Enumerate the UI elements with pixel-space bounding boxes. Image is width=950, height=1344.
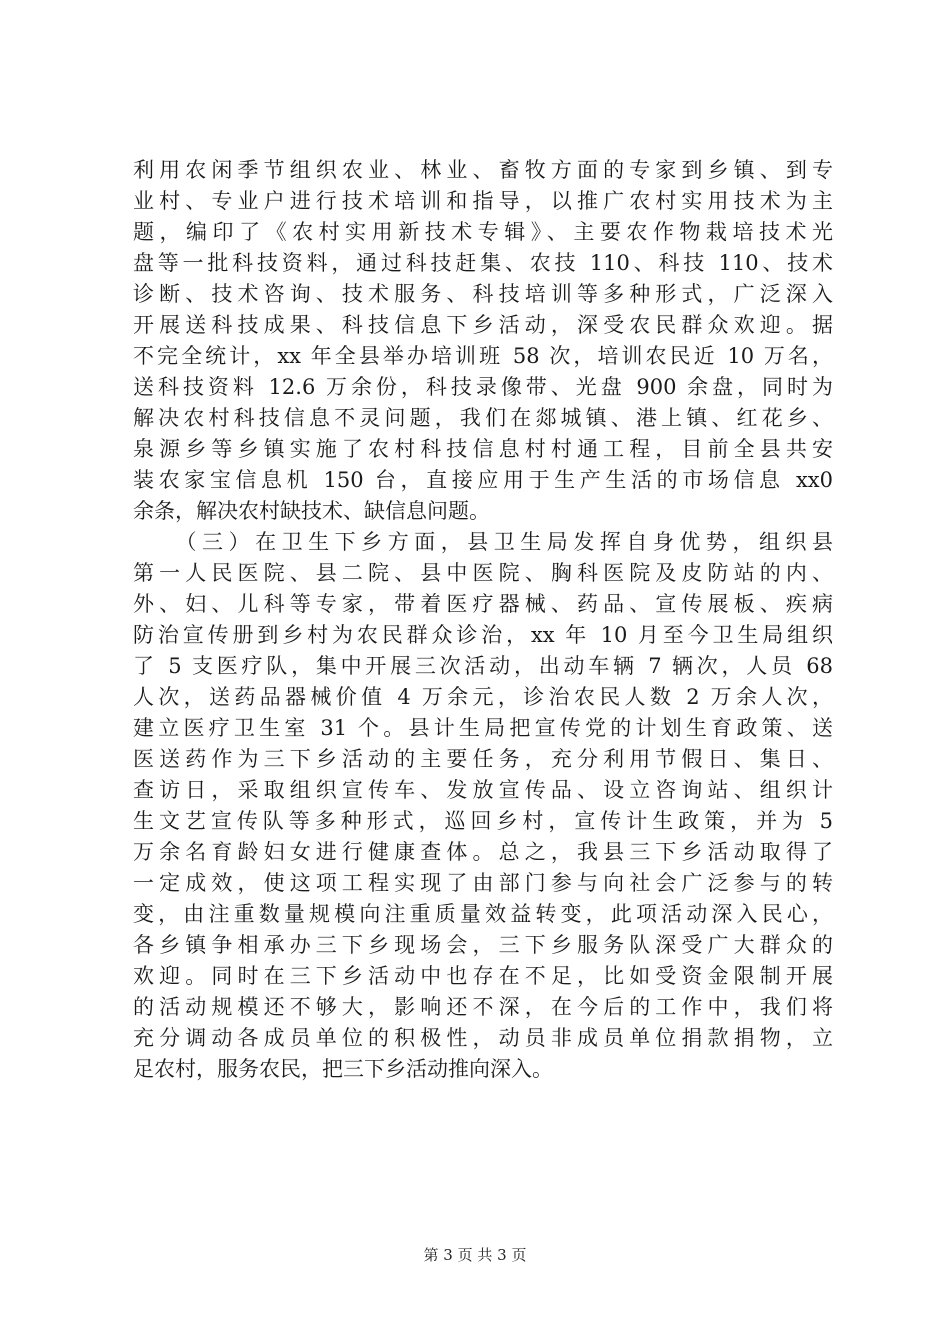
text-line: 的活动规模还不够大，影响还不深，在今后的工作中，我们将 [133, 995, 833, 1019]
text-line: 医送药作为三下乡活动的主要任务，充分利用节假日、集日、 [133, 747, 833, 771]
text-line: 不完全统计，xx 年全县举办培训班 58 次，培训农民近 10 万名， [133, 344, 833, 368]
text-line: 了 5 支医疗队，集中开展三次活动，出动车辆 7 辆次，人员 68 [133, 654, 833, 678]
text-line: 诊断、技术咨询、技术服务、科技培训等多种形式，广泛深入 [133, 282, 833, 306]
text-line: 外、妇、儿科等专家，带着医疗器械、药品、宣传展板、疾病 [133, 592, 833, 616]
text-line: 解决农村科技信息不灵问题，我们在郯城镇、港上镇、红花乡、 [133, 406, 833, 430]
text-line: 泉源乡等乡镇实施了农村科技信息村村通工程，目前全县共安 [133, 437, 833, 461]
text-line: 欢迎。同时在三下乡活动中也存在不足，比如受资金限制开展 [133, 964, 833, 988]
text-line: 充分调动各成员单位的积极性，动员非成员单位捐款捐物，立 [133, 1026, 833, 1050]
text-line: 业村、专业户进行技术培训和指导，以推广农村实用技术为主 [133, 189, 833, 213]
text-line: 防治宣传册到乡村为农民群众诊治，xx 年 10 月至今卫生局组织 [133, 623, 833, 647]
text-line: 送科技资料 12.6 万余份，科技录像带、光盘 900 余盘，同时为 [133, 375, 833, 399]
paragraph-2 [133, 527, 833, 1085]
text-line: 万余名育龄妇女进行健康查体。总之，我县三下乡活动取得了 [133, 840, 833, 864]
text-line: 生文艺宣传队等多种形式，巡回乡村，宣传计生政策，并为 5 [133, 809, 833, 833]
text-line: 题，编印了《农村实用新技术专辑》、主要农作物栽培技术光 [133, 220, 833, 244]
text-line: 余条，解决农村缺技术、缺信息问题。 [133, 499, 490, 523]
text-line: 第一人民医院、县二院、县中医院、胸科医院及皮防站的内、 [133, 561, 833, 585]
text-line: 盘等一批科技资料，通过科技赶集、农技 110、科技 110、技术 [133, 251, 833, 275]
page-number: 第 3 页 共 3 页 [423, 1246, 527, 1264]
paragraph-1 [133, 155, 833, 527]
text-line: （三）在卫生下乡方面，县卫生局发挥自身优势，组织县 [133, 530, 833, 554]
text-line: 装农家宝信息机 150 台，直接应用于生产生活的市场信息 xx0 [133, 468, 833, 492]
body-text [133, 155, 833, 1085]
text-line: 足农村，服务农民，把三下乡活动推向深入。 [133, 1057, 553, 1081]
text-line: 各乡镇争相承办三下乡现场会，三下乡服务队深受广大群众的 [133, 933, 833, 957]
text-line: 变，由注重数量规模向注重质量效益转变，此项活动深入民心， [133, 902, 833, 926]
text-line: 利用农闲季节组织农业、林业、畜牧方面的专家到乡镇、到专 [133, 158, 833, 182]
text-line: 开展送科技成果、科技信息下乡活动，深受农民群众欢迎。据 [133, 313, 833, 337]
text-line: 查访日，采取组织宣传车、发放宣传品、设立咨询站、组织计 [133, 778, 833, 802]
page-footer [0, 1245, 950, 1265]
text-line: 人次，送药品器械价值 4 万余元，诊治农民人数 2 万余人次， [133, 685, 833, 709]
text-line: 一定成效，使这项工程实现了由部门参与向社会广泛参与的转 [133, 871, 833, 895]
text-line: 建立医疗卫生室 31 个。县计生局把宣传党的计划生育政策、送 [133, 716, 833, 740]
